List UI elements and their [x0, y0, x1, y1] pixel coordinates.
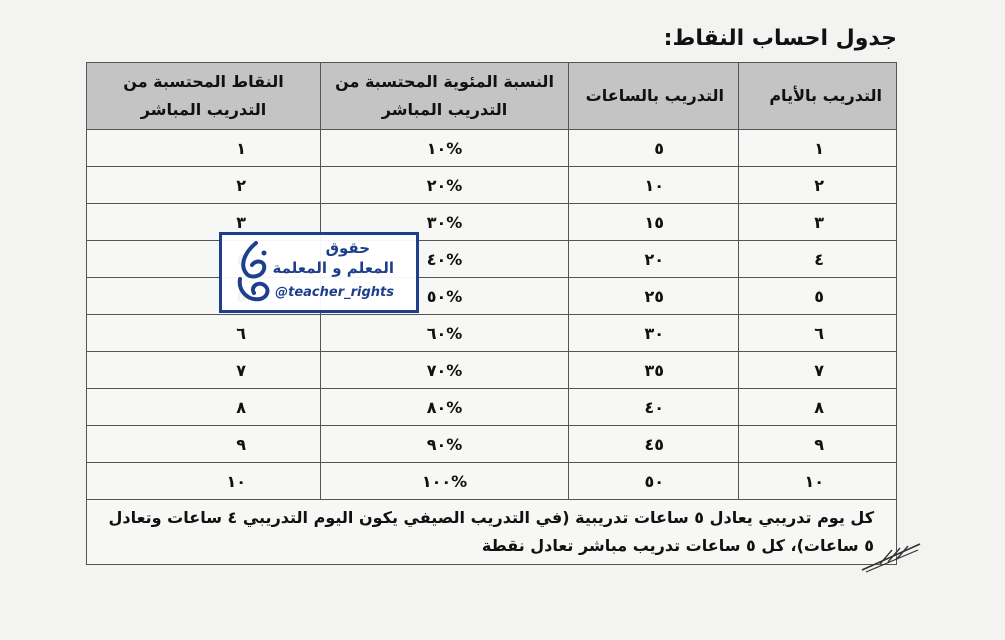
cell-hours: ٣٠	[569, 315, 739, 352]
cell-hours: ٥	[569, 130, 739, 167]
cell-days: ٨	[739, 389, 897, 426]
header-points: النقاط المحتسبة من التدريب المباشر	[87, 63, 321, 130]
table-row	[87, 352, 897, 389]
table-row	[87, 130, 897, 167]
note-row	[87, 500, 897, 565]
header-hours: التدريب بالساعات	[569, 63, 739, 130]
calligraphy-logo-icon	[234, 239, 274, 309]
cell-hours: ٢٠	[569, 241, 739, 278]
cell-percent: %٢٠	[321, 167, 569, 204]
cell-points: ٨	[87, 389, 321, 426]
cell-percent: %١٠	[321, 130, 569, 167]
points-table	[86, 62, 897, 565]
cell-points: ١٠	[87, 463, 321, 500]
cell-points: ٣	[87, 204, 321, 241]
table-header-row	[87, 63, 897, 130]
cell-points: ٦	[87, 315, 321, 352]
cell-hours: ١٥	[569, 204, 739, 241]
watermark-logo-box	[219, 232, 419, 313]
table-body	[87, 130, 897, 500]
watermark-handle: @teacher_rights	[275, 285, 394, 300]
cell-days: ٦	[739, 315, 897, 352]
cell-hours: ٤٥	[569, 426, 739, 463]
table-row	[87, 463, 897, 500]
cell-hours: ١٠	[569, 167, 739, 204]
cell-hours: ٤٠	[569, 389, 739, 426]
cell-days: ١	[739, 130, 897, 167]
cell-percent: %٧٠	[321, 352, 569, 389]
cell-days: ١٠	[739, 463, 897, 500]
table-row	[87, 389, 897, 426]
cell-days: ٧	[739, 352, 897, 389]
cell-percent: %٣٠	[321, 204, 569, 241]
table-row	[87, 204, 897, 241]
cell-percent: %٦٠	[321, 315, 569, 352]
cell-percent: %١٠٠	[321, 463, 569, 500]
cell-points: ٩	[87, 426, 321, 463]
cell-days: ٢	[739, 167, 897, 204]
cell-days: ٩	[739, 426, 897, 463]
header-percent: النسبة المئوية المحتسبة من التدريب المباشر	[321, 63, 569, 130]
header-days: التدريب بالأيام	[739, 63, 897, 130]
cell-percent: %٨٠	[321, 389, 569, 426]
cell-days: ٣	[739, 204, 897, 241]
cell-percent: %٩٠	[321, 426, 569, 463]
signature-scribble	[858, 538, 924, 574]
cell-hours: ٥٠	[569, 463, 739, 500]
note-text: كل يوم تدريبي يعادل ٥ ساعات تدريبية (في التدريب الصيفي يكون اليوم التدريبي ٤ ساعات وتعادل ٥ ساعات)، كل ٥ ساعات تدريب مباشر تعادل نقطة	[87, 500, 897, 565]
table-row	[87, 278, 897, 315]
cell-days: ٥	[739, 278, 897, 315]
cell-hours: ٣٥	[569, 352, 739, 389]
cell-points: ٧	[87, 352, 321, 389]
cell-percent: %٤٠	[321, 241, 569, 278]
watermark-line1: حقوق	[325, 239, 370, 257]
cell-hours: ٢٥	[569, 278, 739, 315]
cell-points: ٢	[87, 167, 321, 204]
watermark-line2: المعلم و المعلمة	[272, 259, 394, 277]
table-row	[87, 167, 897, 204]
cell-points: ١	[87, 130, 321, 167]
table-row	[87, 426, 897, 463]
cell-days: ٤	[739, 241, 897, 278]
table-row	[87, 241, 897, 278]
table-row	[87, 315, 897, 352]
page-title: جدول احساب النقاط:	[663, 26, 897, 51]
cell-percent: %٥٠	[321, 278, 569, 315]
